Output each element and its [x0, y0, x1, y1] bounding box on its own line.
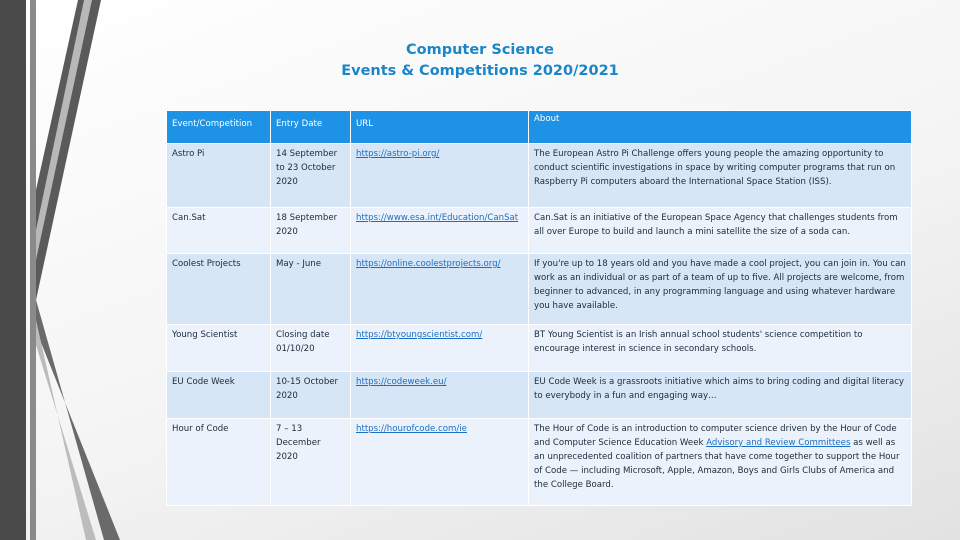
table-header-row	[167, 111, 912, 144]
events-table	[166, 110, 912, 506]
header-event: Event/Competition	[167, 111, 271, 144]
header-url: URL	[351, 111, 529, 144]
table-row	[167, 372, 912, 419]
title-line-2: Events & Competitions 2020/2021	[341, 63, 619, 79]
event-url-link[interactable]: https://online.coolestprojects.org/	[356, 259, 501, 269]
title-line-1: Computer Science	[406, 42, 554, 58]
event-about: BT Young Scientist is an Irish annual school students' science competition to encourage interest in science in secondary schools.	[529, 325, 912, 372]
event-url-link[interactable]: https://hourofcode.com/ie	[356, 424, 467, 434]
event-url-link[interactable]: https://astro-pi.org/	[356, 149, 440, 159]
advisory-committees-link[interactable]: Advisory and Review Committees	[706, 438, 851, 448]
table-row	[167, 144, 912, 208]
page-title	[0, 40, 960, 82]
event-url-link[interactable]: https://codeweek.eu/	[356, 377, 447, 387]
entry-date: May - June	[271, 254, 351, 325]
event-name: Hour of Code	[167, 419, 271, 506]
event-about: The European Astro Pi Challenge offers young people the amazing opportunity to conduct scientific investigations in space by writing computer programs that run on Raspberry Pi computers aboard the International Space Station (ISS).	[529, 144, 912, 208]
about-text-start: The Hour of Code is an introduction to computer science driven by the Hour of Code and Computer Science Education Week	[534, 424, 897, 448]
about-text-end: as well as an unprecedented coalition of partners that have come together to support the Hour of Code — including Microsoft, Apple, Amazon, Boys and Girls Clubs of America and the College Board.	[534, 438, 900, 490]
event-url-link[interactable]: https://btyoungscientist.com/	[356, 330, 483, 340]
event-name: EU Code Week	[167, 372, 271, 419]
event-name: Can.Sat	[167, 208, 271, 254]
entry-date: 18 September 2020	[271, 208, 351, 254]
table-row	[167, 419, 912, 506]
entry-date: 14 September to 23 October 2020	[271, 144, 351, 208]
header-about: About	[529, 111, 912, 144]
event-url-link[interactable]: https://www.esa.int/Education/CanSat	[356, 213, 519, 223]
header-entry-date: Entry Date	[271, 111, 351, 144]
event-about: If you're up to 18 years old and you have made a cool project, you can join in. You can work as an individual or as part of a team of up to five. All projects are welcome, from beginner to advanced, in any programming language and using whatever hardware you have available.	[529, 254, 912, 325]
event-name: Astro Pi	[167, 144, 271, 208]
table-row	[167, 254, 912, 325]
event-about: Can.Sat is an initiative of the European Space Agency that challenges students from all over Europe to build and launch a mini satellite the size of a soda can.	[529, 208, 912, 254]
event-name: Coolest Projects	[167, 254, 271, 325]
table-row	[167, 208, 912, 254]
entry-date: 10-15 October 2020	[271, 372, 351, 419]
entry-date: 7 – 13 December 2020	[271, 419, 351, 506]
event-name: Young Scientist	[167, 325, 271, 372]
entry-date: Closing date 01/10/20	[271, 325, 351, 372]
event-about: EU Code Week is a grassroots initiative which aims to bring coding and digital literacy to everybody in a fun and engaging way…	[529, 372, 912, 419]
event-about	[529, 419, 912, 506]
table-row	[167, 325, 912, 372]
